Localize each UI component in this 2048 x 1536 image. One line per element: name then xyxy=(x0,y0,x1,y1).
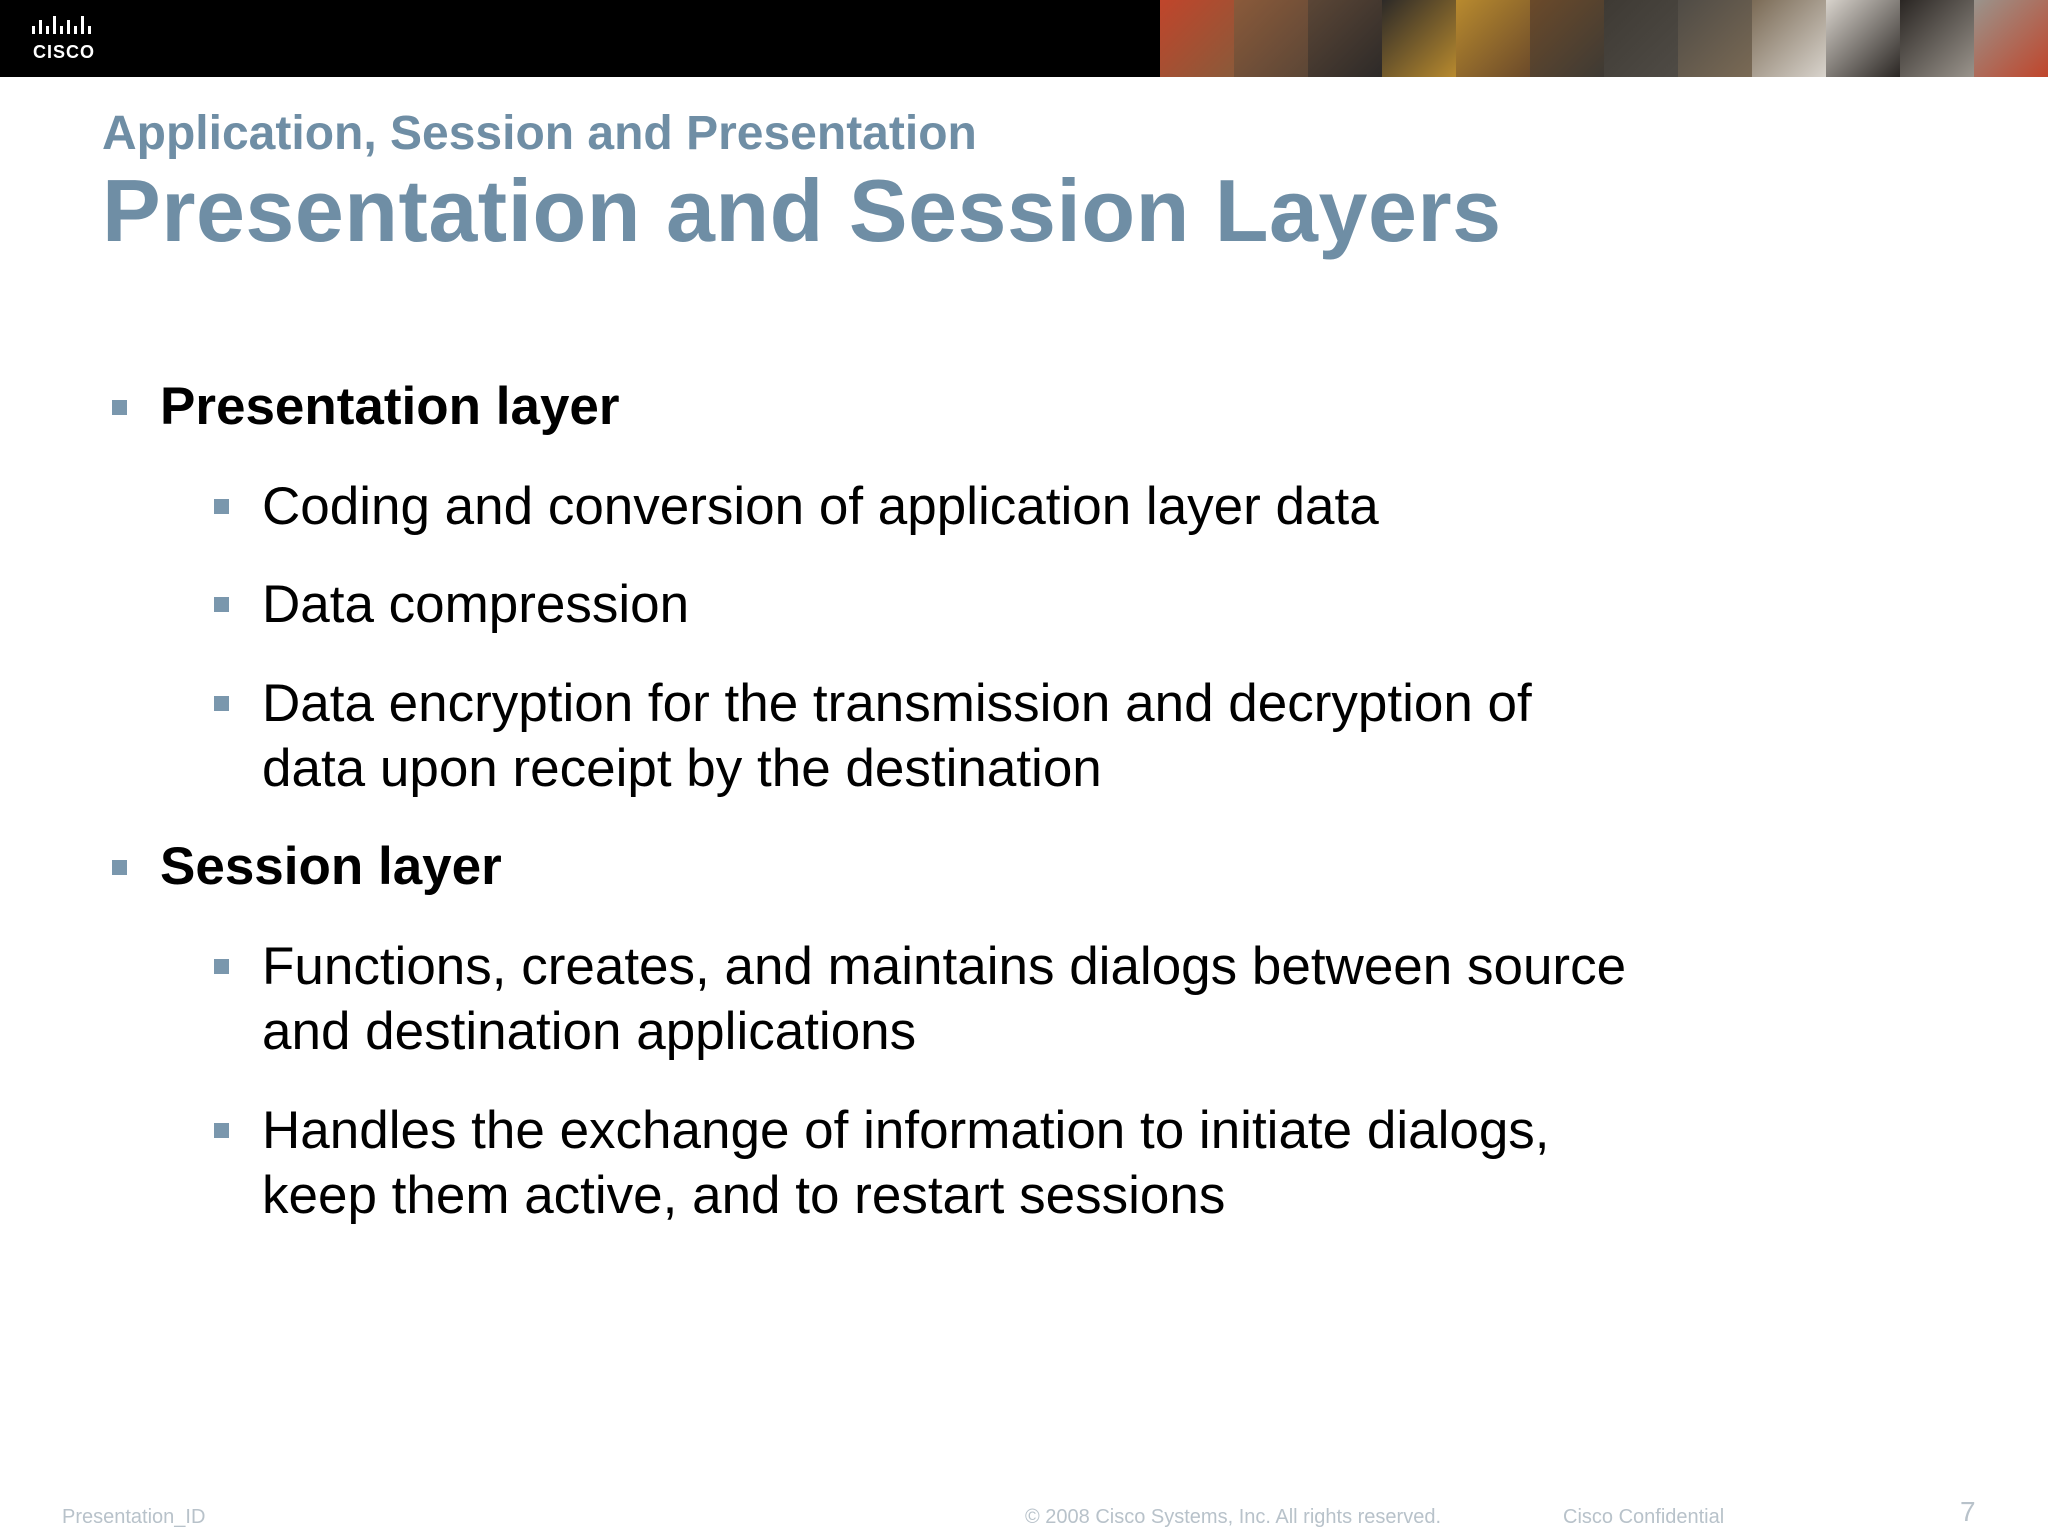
bullet-marker xyxy=(214,499,229,514)
footer-presentation-id: Presentation_ID xyxy=(62,1506,206,1528)
bullet-session-layer: Session layer xyxy=(160,837,502,896)
bullet-presentation-layer: Presentation layer xyxy=(160,377,620,436)
bullet-marker xyxy=(214,959,229,974)
sub-bullet-exchange-line1: Handles the exchange of information to initiate dialogs, xyxy=(262,1101,1550,1160)
slide-title: Presentation and Session Layers xyxy=(102,161,1502,260)
sub-bullet-coding: Coding and conversion of application layer data xyxy=(262,477,1379,536)
bullet-marker xyxy=(112,860,127,875)
sub-bullet-encryption-line1: Data encryption for the transmission and decryption of xyxy=(262,674,1532,733)
footer-copyright: © 2008 Cisco Systems, Inc. All rights reserved. xyxy=(1025,1506,1442,1528)
sub-bullet-exchange-line2: keep them active, and to restart sessions xyxy=(262,1166,1226,1225)
sub-bullet-encryption-line2: data upon receipt by the destination xyxy=(262,739,1102,798)
page-number: 7 xyxy=(1960,1496,1976,1527)
bullet-marker xyxy=(112,400,127,415)
slide-subtitle: Application, Session and Presentation xyxy=(102,107,977,160)
bullet-marker xyxy=(214,1123,229,1138)
footer-confidential: Cisco Confidential xyxy=(1563,1506,1725,1528)
sub-bullet-dialogs-line1: Functions, creates, and maintains dialogs between source xyxy=(262,937,1627,996)
sub-bullet-dialogs-line2: and destination applications xyxy=(262,1002,917,1061)
bullet-marker xyxy=(214,696,229,711)
cisco-logo-text: CISCO xyxy=(33,42,96,62)
bullet-marker xyxy=(214,597,229,612)
sub-bullet-compression: Data compression xyxy=(262,575,690,634)
